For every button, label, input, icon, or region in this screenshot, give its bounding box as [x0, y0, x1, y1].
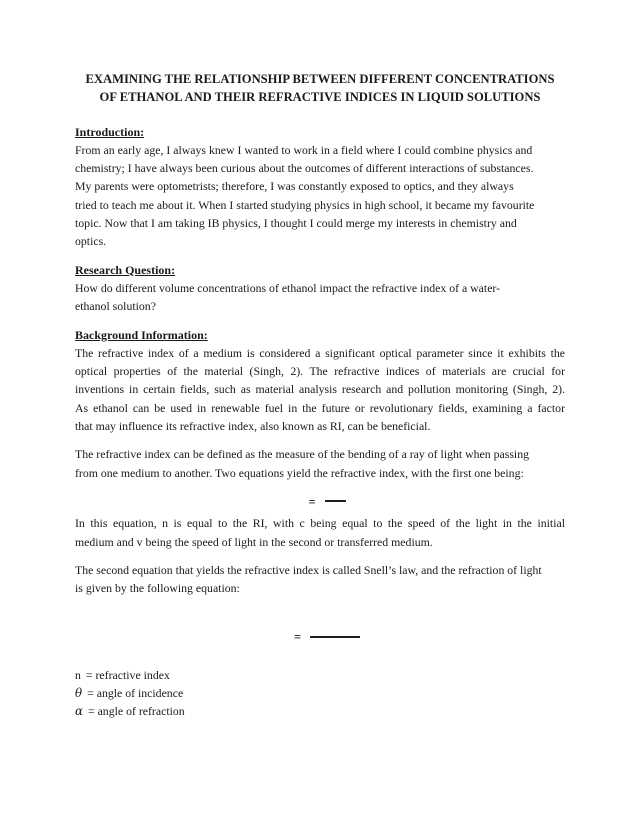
fraction-bar: [310, 636, 360, 638]
variable-symbol: n: [75, 667, 81, 682]
definition-alpha: [75, 702, 565, 720]
variable-definitions: [75, 666, 565, 721]
equation-snells-law: [75, 627, 565, 645]
section-research-question: [75, 261, 565, 316]
equals-sign: =: [293, 630, 302, 645]
introduction-paragraph: From an early age, I always knew I wanted to work in a field where I could combine physics and chemistry; I have always been curious about the outcomes of different interactions of substances. My parents were optometrists; therefore, I was constantly exposed to optics, and they always tried to teach me about it. When I started studying physics in high school, it became my favourite topic. Now that I am taking IB physics, I thought I could merge my interests in chemistry and optics.: [75, 142, 535, 249]
variable-definition-text: = angle of incidence: [87, 686, 184, 701]
equals-sign: =: [308, 495, 316, 510]
document-title: EXAMINING THE RELATIONSHIP BETWEEN DIFFERENT CONCENTRATIONS OF ETHANOL AND THEIR REFRACTIVE INDICES IN LIQUID SOLUTIONS: [85, 72, 555, 105]
research-question-heading: Research Question:: [75, 262, 176, 277]
equation-refractive-index: [75, 492, 565, 510]
background-paragraph-1: The refractive index of a medium is considered a significant optical parameter since it exhibits the optical properties of the material (Singh, 2). The refractive indices of materials are crucial for inventions in certain fields, such as material analysis research and pollution monitoring (Singh, 2). As ethanol can be used in renewable fuel in the future or revolutionary fields, examining a factor that may influence its refractive index, also known as RI, can be beneficial.: [75, 345, 565, 434]
variable-definition-text: = refractive index: [85, 667, 170, 682]
background-information-heading: Background Information:: [75, 327, 208, 342]
definition-n: [75, 666, 565, 684]
section-background-information: [75, 326, 565, 721]
introduction-heading: Introduction:: [75, 124, 145, 139]
background-paragraph-2: The refractive index can be defined as the measure of the bending of a ray of light when passing from one medium to another. Two equations yield the refractive index, with the first one being:: [75, 447, 530, 480]
variable-definition-text: = angle of refraction: [87, 704, 185, 719]
fraction-bar: [325, 500, 346, 502]
research-question-paragraph: How do different volume concentrations of ethanol impact the refractive index of a water- ethanol solution?: [75, 280, 501, 314]
background-paragraph-3: In this equation, n is equal to the RI, with c being equal to the speed of the light in the initial medium and v being the speed of light in the second or transferred medium.: [75, 516, 565, 549]
definition-theta: [75, 684, 565, 702]
section-introduction: [75, 123, 565, 251]
variable-symbol: α: [75, 704, 83, 719]
background-paragraph-4: The second equation that yields the refractive index is called Snell’s law, and the refraction of light is given by the following equation:: [75, 562, 542, 596]
variable-symbol: θ: [75, 686, 83, 701]
